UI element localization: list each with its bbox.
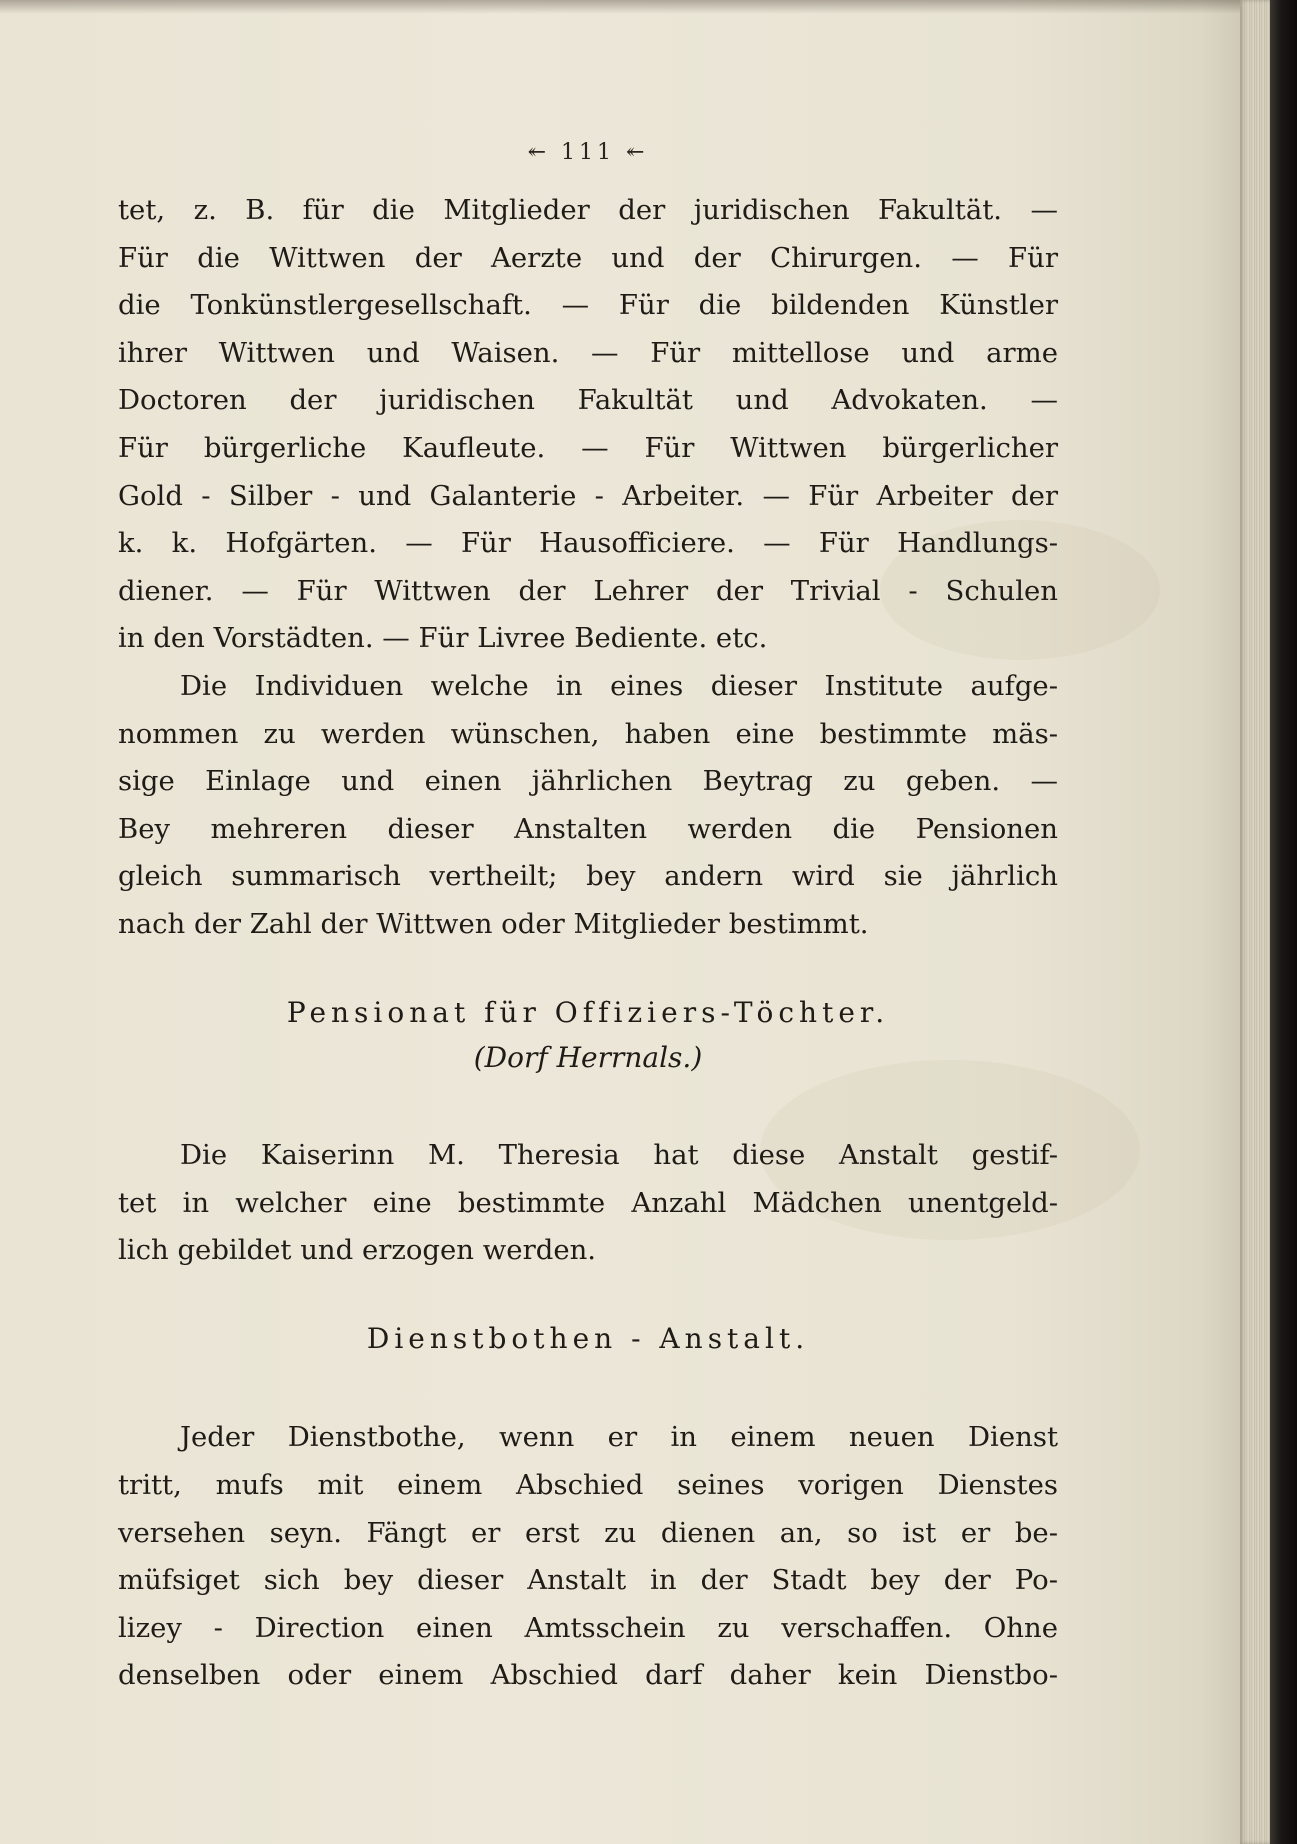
text-block <box>118 140 1058 1700</box>
text-line: nach der Zahl der Wittwen oder Mitglieder bestimmt. <box>118 907 869 940</box>
text-line: tet in welcher eine bestimmte Anzahl Mädchen unentgeld- <box>118 1186 1058 1219</box>
book-cover-edge <box>1270 0 1297 1844</box>
text-line: tet, z. B. für die Mitglieder der juridischen Fakultät. — <box>118 194 1058 226</box>
text-line: diener. — Für Wittwen der Lehrer der Trivial - Schulen <box>118 574 1058 607</box>
paragraph-continued <box>118 187 1058 663</box>
text-line: gleich summarisch vertheilt; bey andern wird sie jährlich <box>118 860 1058 893</box>
text-line: Für bürgerliche Kaufleute. — Für Wittwen bürgerlicher <box>118 431 1058 464</box>
paragraph-pensionat <box>118 1132 1058 1275</box>
text-line: lich gebildet und erzogen werden. <box>118 1234 597 1267</box>
top-shadow <box>0 0 1262 14</box>
text-line: Die Individuen welche in eines dieser Institute aufge- <box>180 669 1058 702</box>
section-heading: Dienstbothen - Anstalt. <box>366 1321 810 1355</box>
text-line: Für die Wittwen der Aerzte und der Chirurgen. — Für <box>118 241 1058 274</box>
text-line: tritt, mufs mit einem Abschied seines vorigen Dienstes <box>118 1469 1058 1502</box>
text-line: Doctoren der juridischen Fakultät und Advokaten. — <box>118 384 1058 417</box>
text-line: in den Vorstädten. — Für Livree Bediente. etc. <box>118 622 768 655</box>
page-block-edges <box>1240 0 1270 1844</box>
paragraph-institutions <box>118 663 1058 949</box>
section-subheading: (Dorf Herrnals.) <box>473 1041 703 1075</box>
text-line: Bey mehreren dieser Anstalten werden die Pensionen <box>118 812 1058 845</box>
text-line: lizey - Direction einen Amtsschein zu verschaffen. Ohne <box>118 1611 1058 1644</box>
text-line: die Tonkünstlergesellschaft. — Für die bildenden Künstler <box>118 289 1058 322</box>
paragraph-dienstbothen <box>118 1414 1058 1700</box>
text-line: versehen seyn. Fängt er erst zu dienen an, so ist er be- <box>118 1516 1058 1549</box>
text-line: denselben oder einem Abschied darf daher kein Dienstbo- <box>118 1659 1058 1692</box>
text-line: Gold - Silber - und Galanterie - Arbeiter. — Für Arbeiter der <box>118 479 1058 512</box>
text-line: ihrer Wittwen und Waisen. — Für mittellose und arme <box>118 336 1058 369</box>
text-line: Jeder Dienstbothe, wenn er in einem neuen Dienst <box>180 1421 1058 1454</box>
page-number-header: ↞ 111 ↞ <box>527 140 649 165</box>
text-line: k. k. Hofgärten. — Für Hausofficiere. — Für Handlungs- <box>118 527 1058 560</box>
section-heading: Pensionat für Offiziers-Töchter. <box>286 995 890 1029</box>
text-line: nommen zu werden wünschen, haben eine bestimmte mäs- <box>118 717 1058 750</box>
text-line: müfsiget sich bey dieser Anstalt in der Stadt bey der Po- <box>118 1564 1058 1597</box>
text-line: sige Einlage und einen jährlichen Beytrag zu geben. — <box>118 765 1058 798</box>
text-line: Die Kaiserinn M. Theresia hat diese Anstalt gestif- <box>180 1139 1058 1172</box>
